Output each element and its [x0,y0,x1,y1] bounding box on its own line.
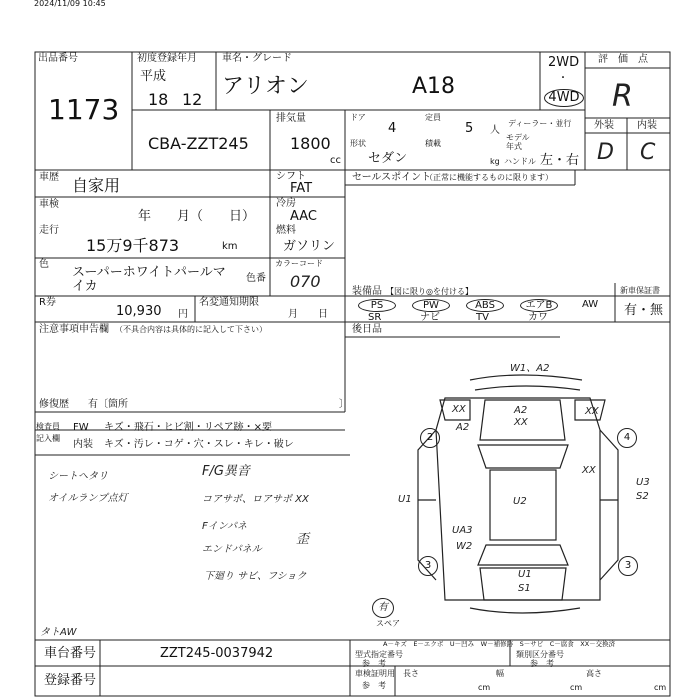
seats-label: 定員 [425,113,441,122]
width-cm: cm [570,683,583,692]
note-underbody: 下廻り サビ、フショク [204,571,307,582]
circle-3-left: 3 [418,556,438,576]
reg-year: 18 [148,90,169,109]
inspector-label1: 検査員 [36,422,60,431]
reg-number-label: 登録番号 [44,673,97,688]
mark-top: W1、A2 [510,363,550,374]
mark-left-door2: W2 [456,541,473,552]
name-change-date: 月 日 [288,309,328,320]
circle-2: 2 [420,428,440,448]
equip-aw: AW [582,299,599,310]
inspector-label2: 記入欄 [36,434,60,443]
equip-pw: PW [412,299,450,312]
notes-sub: （不具合内容は具体的に記入して下さい） [115,325,267,334]
exterior-label: 外装 [594,120,614,131]
drive-dot: ・ [558,73,568,84]
model-year-label2: 年式 [506,142,522,151]
lot-number: 1173 [48,93,120,126]
mark-right-mid: XX [582,465,596,476]
interior-grade: C [640,140,656,165]
note-core-support: コアサポ、ロアサポ XX [202,494,309,505]
note-end-panel: エンドパネル [202,544,262,555]
fuel-label: 燃料 [276,225,296,236]
note-f-panel: Fインパネ [202,521,248,532]
dealer-label: ディーラー・並行 [508,119,572,128]
mark-left-side: U1 [398,494,412,505]
recycle-fee: 10,930 [116,304,162,319]
mark-right-front: XX [585,406,599,417]
seats: 5 [465,121,474,136]
equip-leather: カワ [528,312,548,323]
type-label: 型式指定番号 [355,650,403,659]
spare-mark: 有 [372,598,394,618]
doors: 4 [388,121,397,136]
recycle-label: R券 [39,297,56,308]
mark-rear2: S1 [518,583,531,594]
eval-title: 評 価 点 [598,54,648,65]
mark-left-front: XX [452,404,466,415]
history-label: 車歴 [39,172,59,183]
interior-check-items: キズ・汚レ・コゲ・穴・スレ・キレ・破レ [104,439,294,450]
displacement-label: 排気量 [276,113,306,124]
equipment-sub: 【図に限り◎を付ける】 [386,287,473,296]
ac-label: 冷房 [276,198,296,209]
eval-score: R [612,79,633,114]
exterior-grade: D [597,140,614,165]
drive-2wd: 2WD [548,55,580,70]
yen-unit: 円 [178,309,188,320]
shift-label: シフト [276,171,306,182]
circle-3-right: 3 [618,556,638,576]
cert-label: 車検証明用 [355,669,395,678]
color-code-head: カラーコード [275,259,323,268]
note-oil-lamp: オイルランプ点灯 [48,493,128,504]
era: 平成 [140,69,167,84]
model-year-label1: モデル [506,133,530,142]
ac: AAC [290,209,317,224]
mark-right-side2: S2 [636,491,649,502]
chassis-number: ZZT245-0037942 [160,646,274,661]
spare-label: スペア [376,619,400,628]
reg-month: 12 [182,90,203,109]
warranty-label: 新車保証書 [620,286,660,295]
timestamp: 2024/11/09 10:45 [34,0,106,8]
class-label: 類別区分番号 [516,650,564,659]
fw-label: FW [73,422,89,433]
name-change-label: 名変通知期限 [199,297,259,308]
notes-label: 注意事項申告欄 [39,324,109,335]
shaken-label: 車検 [39,199,59,210]
mark-right-side1: U3 [636,477,650,488]
handle-label: ハンドル [504,157,536,166]
door-label: ドア [350,113,366,122]
shape-label: 形状 [350,139,366,148]
repair-label: 修復歴 [39,399,69,410]
drive-4wd: 4WD [544,89,584,107]
width-label: 幅 [496,669,504,678]
km-unit: km [222,241,238,252]
shape: セダン [368,151,408,166]
grade: A18 [412,74,456,99]
color-label: 色 [39,259,49,270]
note-seat: シートヘタリ [48,471,108,482]
mark-left-door: UA3 [452,525,473,536]
note-distortion: 歪 [296,532,310,547]
mark-roof: U2 [513,496,527,507]
color-line1: スーパーホワイトパールマ [72,265,226,280]
cc-unit: cc [330,155,341,166]
type-sub: 参 考 [362,659,386,668]
interior-check-label: 内装 [73,439,93,450]
equipment-title: 装備品 [352,286,382,297]
reg-date-label: 初度登録年月 [137,53,197,64]
displacement: 1800 [290,134,331,153]
equip-tv: TV [476,312,489,323]
length-cm: cm [478,683,491,692]
mark-left-front2: A2 [456,422,470,433]
car-name: アリオン [222,74,309,99]
color-code-label: 色番 [246,273,266,284]
mileage-label: 走行 [39,225,59,236]
equip-ps: PS [358,299,396,312]
sales-point-sub: （正常に機能するものに限ります） [425,173,553,182]
color-line2: イカ [72,279,98,294]
kg-unit: kg [490,157,500,166]
legend: A－キズ E－エクボ U－凹み W－補修跡 S－サビ C－腐食 XX－交換済 [383,640,616,648]
equip-airbag: エアB [520,299,558,312]
chassis-label: 車台番号 [44,646,97,661]
lot-number-label: 出品番号 [38,53,78,64]
note-aw: タトAW [40,627,77,638]
repair-value: 有〔箇所 [88,399,128,410]
warranty: 有・無 [624,303,664,318]
equip-sr: SR [368,312,382,323]
mileage: 15万9千873 [86,236,180,255]
shaken-value: 年 月（ 日） [138,209,256,224]
circle-4: 4 [617,428,637,448]
shift: FAT [290,181,313,196]
cert-sub: 参 考 [362,681,386,690]
mark-rear1: U1 [518,569,532,580]
sales-point-title: セールスポイント [352,172,432,183]
height-label: 高さ [586,669,602,678]
length-label: 長さ [403,669,419,678]
equip-abs: ABS [466,299,504,312]
model-code: CBA-ZZT245 [148,134,249,153]
mark-hood: A2 [514,405,528,416]
repair-close: 〕 [339,399,349,410]
interior-label: 内装 [637,120,657,131]
history-value: 自家用 [72,176,121,195]
color-code: 070 [290,272,321,291]
class-sub: 参 考 [530,659,554,668]
fuel: ガソリン [283,239,336,254]
height-cm: cm [654,683,667,692]
fw-items: キズ・飛石・ヒビ割・リペア跡・×要 [104,422,272,433]
note-fg-noise: F/G異音 [202,464,250,479]
later-items-label: 後日品 [352,324,382,335]
equip-navi: ナビ [420,312,440,323]
car-name-label: 車名・グレード [222,53,292,64]
handle: 左・右 [540,153,580,168]
load-label: 積載 [425,139,441,148]
seats-unit: 人 [490,125,500,136]
mark-hood2: XX [514,417,528,428]
